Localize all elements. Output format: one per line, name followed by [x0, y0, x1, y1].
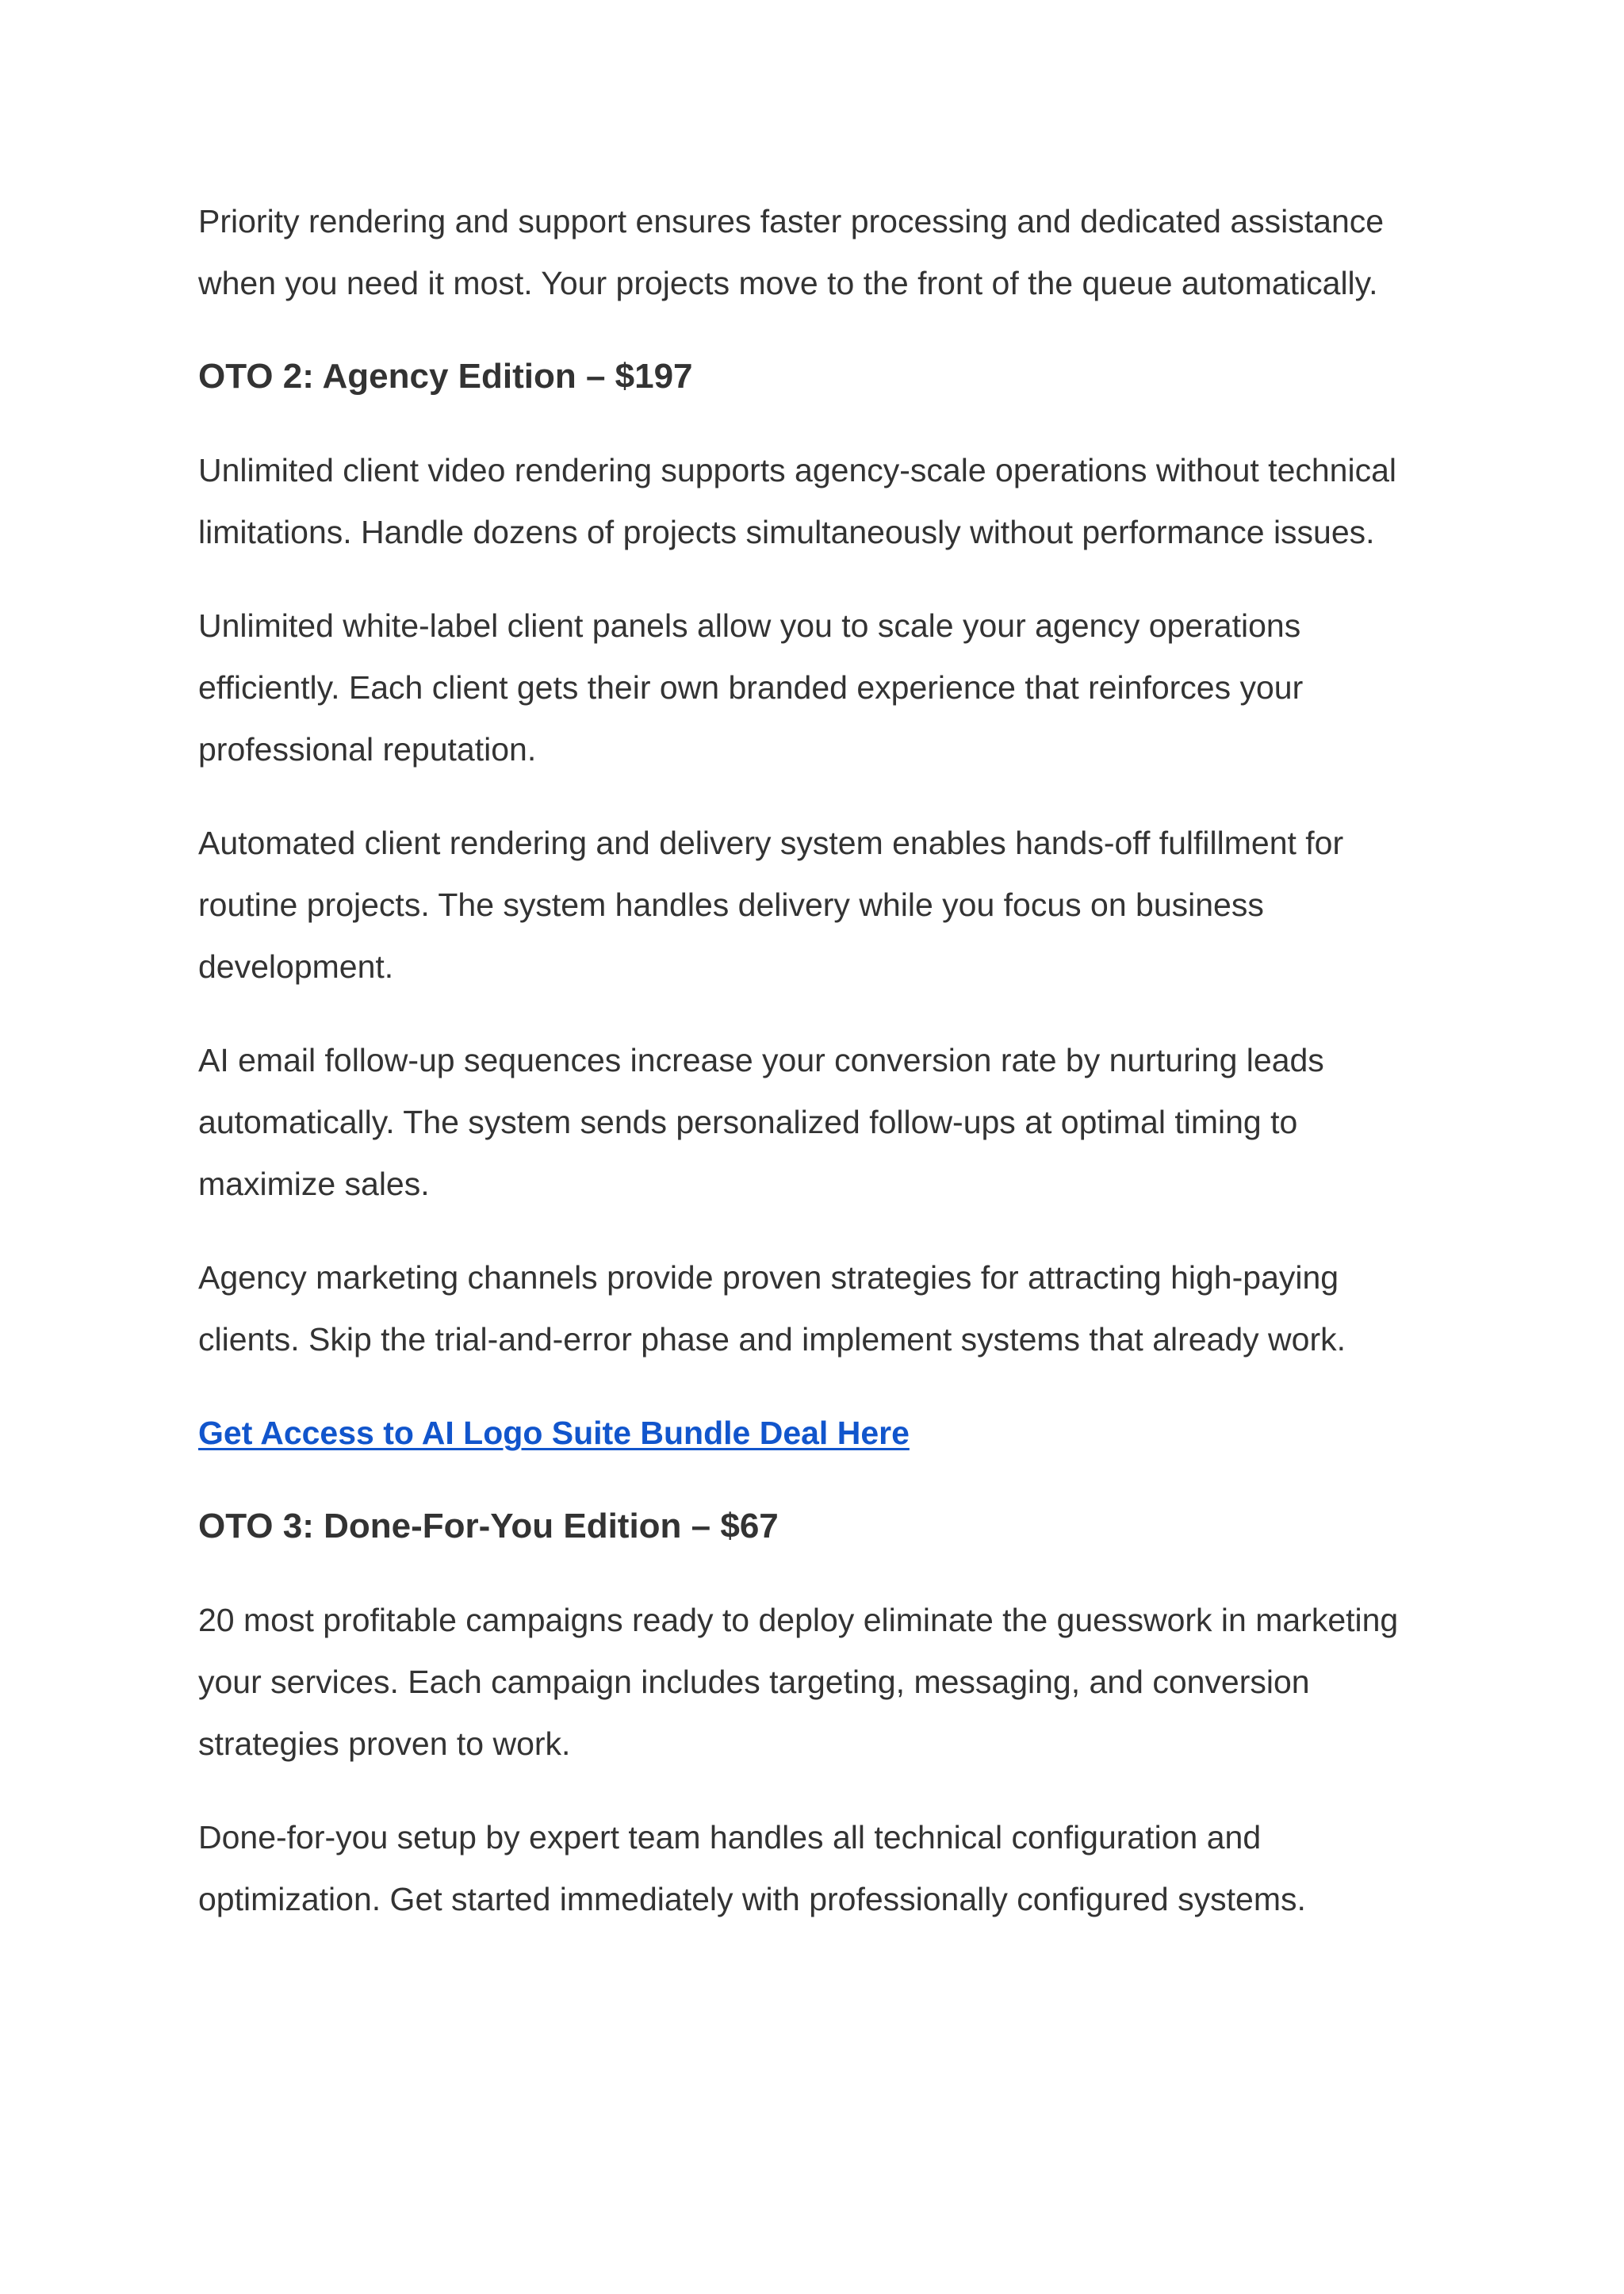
- heading-oto-2: OTO 2: Agency Edition – $197: [198, 357, 693, 396]
- paragraph-unlimited-rendering: Unlimited client video rendering supports agency-scale operations without technical limitations. Handle dozens of projects simultaneously without performance issues.: [198, 452, 1396, 550]
- heading-oto-3: OTO 3: Done-For-You Edition – $67: [198, 1507, 779, 1545]
- paragraph-ai-email-followup: AI email follow-up sequences increase your conversion rate by nurturing leads automatically. The system sends personalized follow-ups at optimal timing to maximize sales.: [198, 1042, 1324, 1202]
- paragraph-priority-rendering: Priority rendering and support ensures faster processing and dedicated assistance when you need it most. Your projects move to the front of the queue automatically.: [198, 203, 1385, 301]
- document-body: [198, 190, 1435, 1962]
- paragraph-white-label-panels: Unlimited white-label client panels allow you to scale your agency operations efficiently. Each client gets their own branded experience that reinforces your professional reputation.: [198, 607, 1304, 768]
- paragraph-done-for-you-setup: Done-for-you setup by expert team handles all technical configuration and optimization. Get started immediately with professionally configured systems.: [198, 1819, 1306, 1917]
- paragraph-profitable-campaigns: 20 most profitable campaigns ready to deploy eliminate the guesswork in marketing your services. Each campaign includes targeting, messaging, and conversion strategies proven to work.: [198, 1602, 1399, 1762]
- bundle-deal-link-container: [198, 1402, 1435, 1464]
- paragraph-automated-delivery: Automated client rendering and delivery system enables hands-off fulfillment for routine projects. The system handles delivery while you focus on business development.: [198, 825, 1344, 985]
- paragraph-agency-marketing: Agency marketing channels provide proven strategies for attracting high-paying clients. Skip the trial-and-error phase and implement systems that already work.: [198, 1259, 1346, 1358]
- bundle-deal-link[interactable]: Get Access to AI Logo Suite Bundle Deal Here: [198, 1415, 910, 1451]
